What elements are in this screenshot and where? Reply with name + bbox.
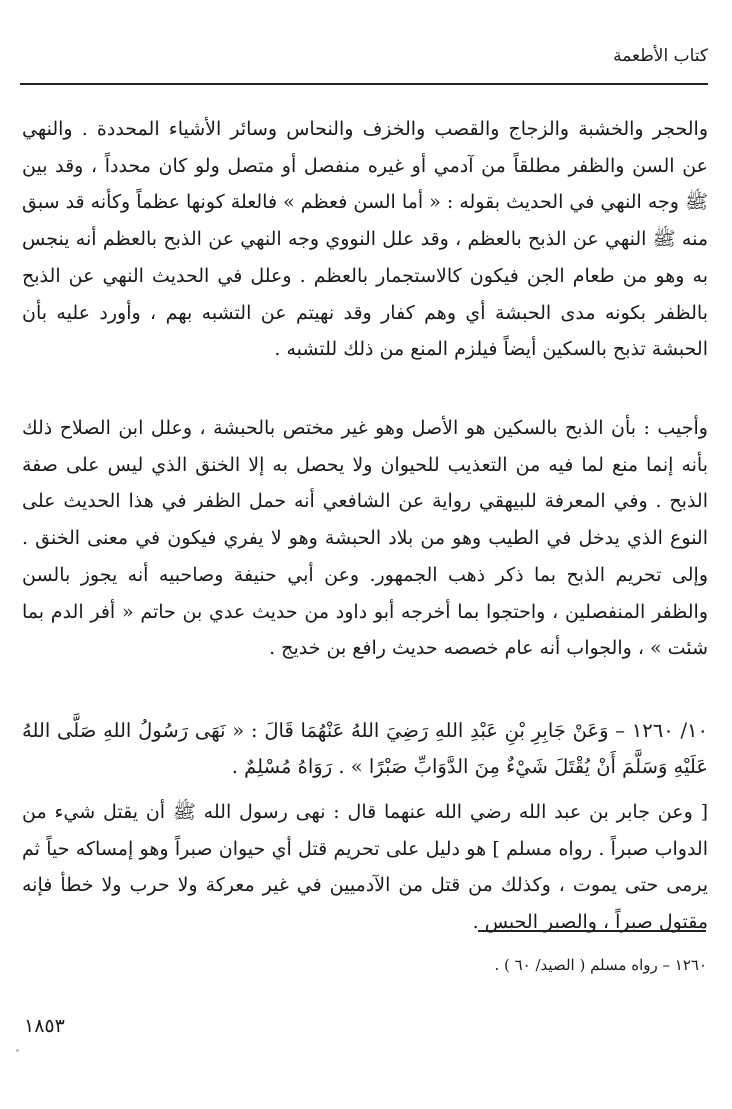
footnote: ١٢٦٠ – رواه مسلم ( الصيد/ ٦٠ ) .: [494, 956, 707, 974]
hadith-commentary: [ وعن جابر بن عبد الله رضي الله عنهما قال : نهى رسول الله ﷺ أن يقتل شيء من الدواب صبراً . رواه مسلم ] هو دليل على تحريم قتل أي حيوان صبراً وهو إمساكه حياً ثم يرمى حتى يموت ، وكذلك من قتل من الآدميين في غير معركة ولا حرب ولا خطأ فإنه مقتول صبراً ، والصبر الحبس .: [22, 801, 708, 934]
scan-edge-mark: [16, 1049, 19, 1052]
page-number: ١٨٥٣: [24, 1015, 65, 1037]
commentary-paragraph-1: والحجر والخشبة والزجاج والقصب والخزف والنحاس وسائر الأشياء المحددة . والنهي عن السن والظفر مطلقاً من آدمي أو غيره منفصل أو متصل ولو كان محدداً ، وقد بين ﷺ وجه النهي في الحديث بقوله : « أما السن فعظم » فالعلة كونها عظماً وكأنه قد سبق منه ﷺ النهي عن الذبح بالعظم ، وقد علل النووي وجه النهي عن الذبح بالعظم أنه ينجس به وهو من طعام الجن فيكون كالاستجمار بالعظم . وعلل في الحديث النهي عن الذبح بالظفر بكونه مدى الحبشة أي وهم كفار وقد نهيتم عن التشبه بهم ، وأورد عليه بأن الحبشة تذبح بالسكين أيضاً فيلزم المنع من ذلك للتشبه .: [22, 118, 708, 361]
footnote-rule: [478, 930, 706, 932]
running-header-title: كتاب الأطعمة: [613, 46, 708, 66]
hadith-text: ١٠/ ١٢٦٠ – وَعَنْ جَابِرِ بْنِ عَبْدِ اللهِ رَضِيَ اللهُ عَنْهُمَا قَالَ : « نَهَى رَسُولُ اللهِ صَلَّى اللهُ عَلَيْهِ وَسَلَّمَ أَنْ يُقْتَلَ شَيْءٌ مِنَ الدَّوَابِّ صَبْرًا » . رَوَاهُ مُسْلِمٌ .: [22, 718, 708, 779]
commentary-paragraph-2: وأجيب : بأن الذبح بالسكين هو الأصل وهو غير مختص بالحبشة ، وعلل ابن الصلاح ذلك بأنه إنما منع لما فيه من التعذيب للحيوان ولا يحصل به إلا الخنق الذي ليس على صفة الذبح . وفي المعرفة للبيهقي رواية عن الشافعي أنه حمل الظفر في هذا الحديث على النوع الذي يدخل في الطيب وهو من بلاد الحبشة وهو لا يفري فيكون في معنى الخنق . وإلى تحريم الذبح بما ذكر ذهب الجمهور. وعن أبي حنيفة وصاحبيه أنه يجوز بالسن والظفر المنفصلين ، واحتجوا بما أخرجه أبو داود من حديث عدي بن حاتم « أفر الدم بما شئت » ، والجواب أنه عام خصصه حديث رافع بن خديج .: [22, 417, 708, 660]
header-rule: [20, 83, 708, 85]
